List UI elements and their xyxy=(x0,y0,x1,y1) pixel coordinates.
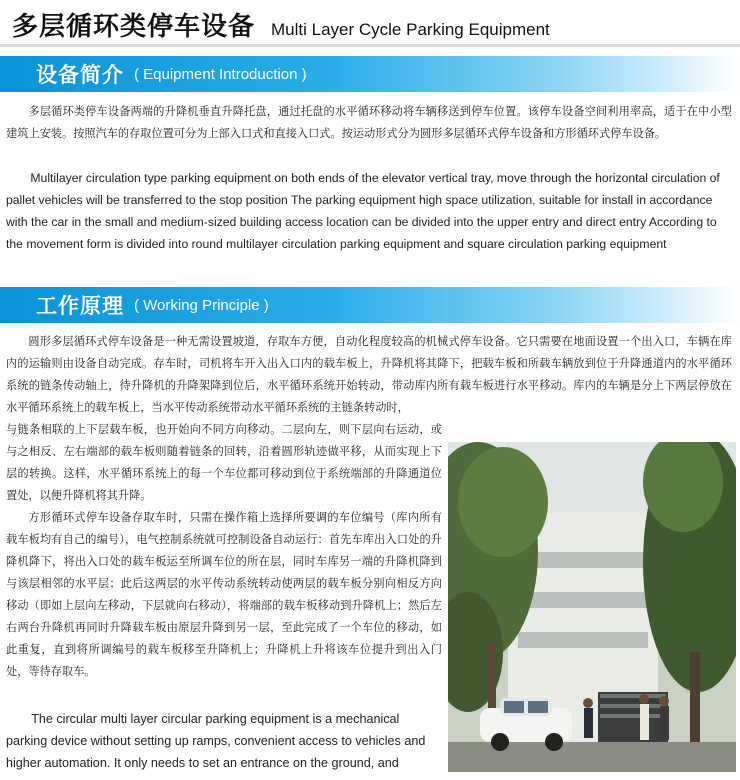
principle-paragraph-1-continued: 与链条相联的上下层载车板，也开始向不同方向移动。二层向左，则下层向右运动，或与之相反、左右端部的载车板则随着链条的回转，沿着圆形轨迹做平移，从而实现上下层的转换。这样，水平循环系统上的每一个车位都可移动到位于系统端部的升降通道位置处，以便升降机将其升降。 xyxy=(6,423,442,502)
principle-heading-english: ( Working Principle ) xyxy=(134,296,269,314)
title-divider xyxy=(0,44,740,47)
principle-paragraph-english: The circular multi layer circular parking equipment is a mechanical parking device without setting up ramps, convenient access to vehicles and higher automation. It only needs to set an entrance on the ground, and xyxy=(6,712,426,770)
principle-paragraph-1: 圆形多层循环式停车设备是一种无需设置坡道，存取车方便，自动化程度较高的机械式停车设备。它只需要在地面设置一个出入口，车辆在库内的运输则由设备自动完成。存车时，司机将车开入出入口内的载车板上，升降机将其降下，把载车板和所载车辆放到位于升降通道内的水平循环系统的链条传动轴上，待升降机的升降架降到位后，水平循环系统开始转动，带动库内所有载车板进行水平移动。库内的车辆是分上下两层停放在水平循环系统上的载车板上，当水平传动系统带动水平循环系统的主链条转动时， xyxy=(6,335,732,414)
principle-section-header xyxy=(0,287,740,323)
parking-facility-photo xyxy=(448,442,736,772)
page-title-english: Multi Layer Cycle Parking Equipment xyxy=(271,20,550,39)
intro-heading-chinese: 设备简介 xyxy=(36,63,124,87)
intro-section-header xyxy=(0,56,740,92)
principle-paragraph-2: 方形循环式停车设备存取车时，只需在操作箱上选择所要调的车位编号（库内所有载车板均有自己的编号），电气控制系统就可控制设备自动运行：首先车库出入口处的升降机降下，将出入口处的载车板运至所调车位的所在层，同时车库另一端的升降机降到与该层相邻的水平层；此后这两层的水平传动系统转动使两层的载车板分别向相反方向移动（即如上层向左移动，下层就向右移动），将端部的载车板移动到升降机上；然后左右两台升降机再同时升降载车板由原层升降到另一层，至此完成了一个车位的移动，如此重复，直到将所调编号的载车板移至升降机上；升降机上升将该车位提升到出入门处，等待存取车。 xyxy=(6,511,442,678)
principle-heading-chinese: 工作原理 xyxy=(36,294,124,318)
intro-paragraph-english: Multilayer circulation type parking equipment on both ends of the elevator vertical tray, move through the horizontal circulation of pallet vehicles will be transferred to the stop position The parking equipment high space utilization, suitable for install in accordance with the car in the small and medium-sized building access location can be divided into the upper entry and direct entry According to the movement form is divided into round multilayer circulation parking equipment and square circulation parking equipment xyxy=(6,171,720,251)
intro-paragraph-chinese: 多层循环类停车设备两端的升降机垂直升降托盘，通过托盘的水平循环移动将车辆移送到停车位置。该停车设备空间利用率高，适于在中小型建筑上安装。按照汽车的存取位置可分为上部入口式和直接入口式。按运动形式分为圆形多层循环式停车设备和方形循环式停车设备。 xyxy=(6,105,732,140)
intro-heading-english: ( Equipment Introduction ) xyxy=(134,65,307,83)
page-title-chinese: 多层循环类停车设备 xyxy=(12,12,256,42)
page-title xyxy=(12,6,550,40)
